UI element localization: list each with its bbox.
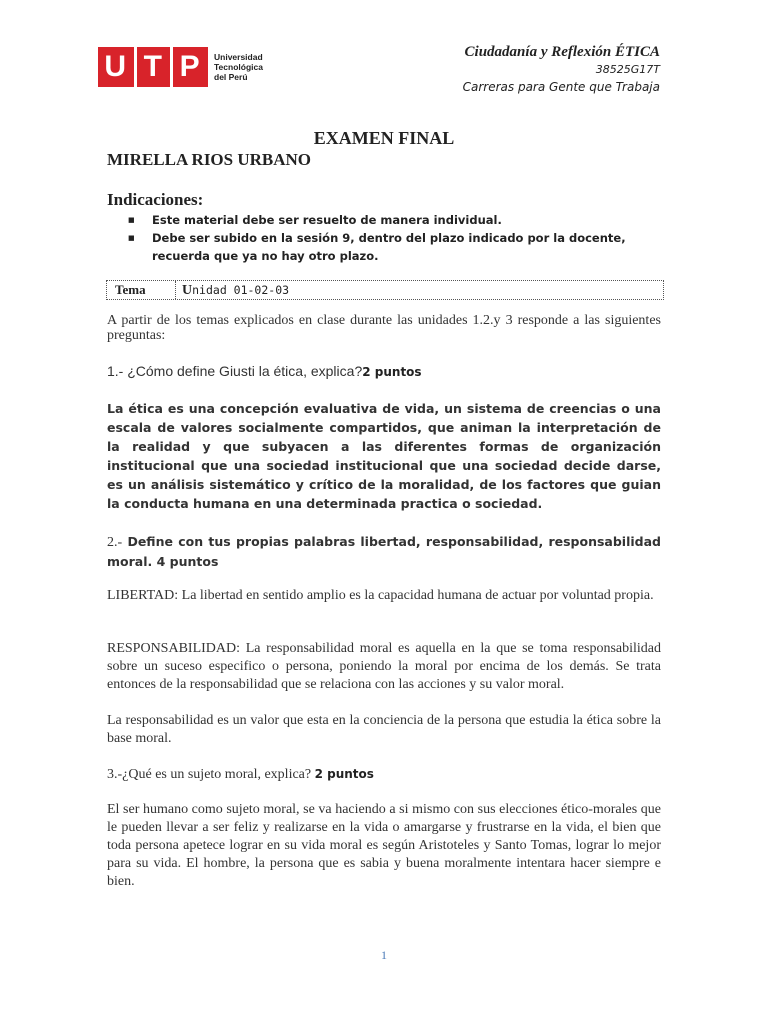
logo-line-2: Tecnológica (214, 62, 263, 72)
answer-2-responsabilidad-2: La responsabilidad es un valor que esta en la conciencia de la persona que estudia la ética sobre la base moral. (107, 713, 661, 746)
header-course-info (463, 44, 660, 94)
question-1 (107, 363, 661, 379)
indicacion-item: ■ Este material debe ser resuelto de manera individual. (128, 211, 668, 229)
question-3 (107, 767, 661, 783)
answer-2-responsabilidad: RESPONSABILIDAD: La responsabilidad moral es aquella en la que se toma responsabilidad sobre un suceso especifico o persona, poniendo la moral por encima de los demás. Se trata entonces de la responsabilidad que se relaciona con las acciones y su valor moral. (107, 641, 661, 692)
utp-logo (98, 47, 263, 87)
question-1-text: 1.- ¿Cómo define Giusti la ética, explica? (107, 363, 363, 379)
logo-line-1: Universidad (214, 52, 263, 62)
question-3-text: 3.-¿Qué es un sujeto moral, explica? (107, 767, 312, 782)
question-2-number: 2.- (107, 535, 123, 550)
course-code: 38525G17T (595, 63, 660, 76)
question-3-points: 2 puntos (314, 767, 374, 781)
answer-3: El ser humano como sujeto moral, se va haciendo a si mismo con sus elecciones ético-morales que le pueden llevar a ser feliz y realizarse en la vida o amargarse y frustrarse en la vida, el bien que toda persona apetece lograr en su vida moral es según Aristoteles y Santo Tomas, lograr lo mejor para su vida. El hombre, la persona que es sabia y buena moralmente intentara hacer siempre e bien. (107, 802, 661, 889)
question-2 (107, 532, 661, 571)
tema-label: Tema (107, 281, 176, 299)
logo-letter-t: T (138, 47, 173, 87)
question-2-text: Define con tus propias palabras libertad, responsabilidad, responsabilidad moral. 4 puntos (107, 534, 661, 569)
logo-letter-u: U (98, 47, 137, 87)
exam-title: EXAMEN FINAL (313, 128, 455, 148)
logo-university-name (214, 52, 263, 82)
answer-2-libertad: LIBERTAD: La libertad en sentido amplio es la capacidad humana de actuar por voluntad propia. (107, 588, 654, 603)
utp-logo-box (98, 47, 208, 87)
indicacion-item: ■ Debe ser subido en la sesión 9, dentro del plazo indicado por la docente, recuerda que ya no hay otro plazo. (128, 229, 668, 265)
tema-value (176, 281, 289, 299)
indicaciones-heading: Indicaciones: (107, 190, 204, 209)
logo-line-3: del Perú (214, 72, 248, 82)
intro-text: A partir de los temas explicados en clase durante las unidades 1.2.y 3 responde a las siguientes preguntas: (107, 313, 661, 343)
page-number: 1 (381, 948, 387, 962)
indicaciones-list (128, 211, 668, 265)
answer-1: La ética es una concepción evaluativa de vida, un sistema de creencias o una escala de valores socialmente compartidos, que animan la interpretación de la realidad y que subyacen a las diferentes formas de organización institucional que una sociedad institucional que una sociedad decide darse, es un análisis sistemático y crítico de la moralidad, de los factores que guian la conducta humana en una determinada practica o sociedad. (107, 401, 661, 511)
tema-value-rest: nidad 01-02-03 (192, 283, 290, 297)
career-line: Carreras para Gente que Trabaja (462, 80, 660, 94)
tema-table (106, 280, 664, 300)
question-1-points: 2 puntos (362, 365, 422, 379)
logo-letter-p: P (179, 50, 202, 83)
student-name: MIRELLA RIOS URBANO (107, 150, 312, 169)
course-name: Ciudadanía y Reflexión ÉTICA (464, 44, 660, 60)
tema-value-initial: U (182, 283, 193, 298)
